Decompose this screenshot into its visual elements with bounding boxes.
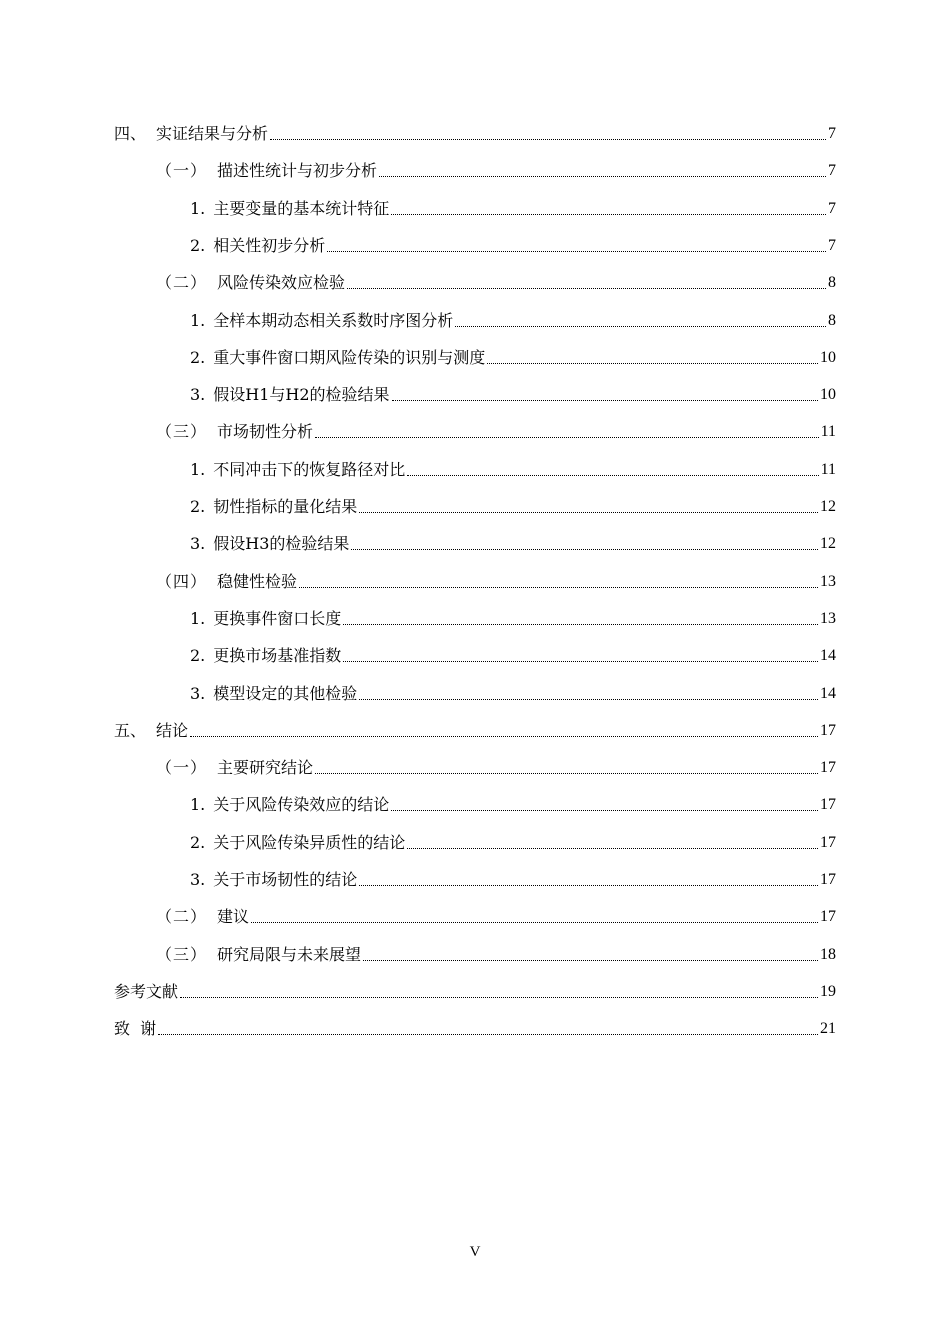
toc-entry-number: 3. bbox=[190, 534, 206, 554]
toc-entry-title: 参考文献 bbox=[114, 981, 179, 1001]
toc-entry-text bbox=[190, 646, 341, 666]
toc-entry-page: 17 bbox=[820, 721, 836, 739]
toc-entry-title: 更换市场基准指数 bbox=[213, 646, 342, 666]
toc-entry-page: 11 bbox=[820, 423, 836, 441]
toc-entry[interactable] bbox=[156, 935, 836, 965]
toc-entry-text bbox=[114, 982, 178, 1002]
toc-entry-text bbox=[190, 833, 405, 853]
dot-leader bbox=[455, 326, 826, 327]
toc-entry-page: 7 bbox=[828, 199, 836, 217]
toc-entry-number: （一） bbox=[156, 161, 208, 181]
toc-entry-text bbox=[190, 870, 357, 890]
toc-entry-text bbox=[156, 161, 377, 181]
toc-entry-number: 3. bbox=[190, 683, 206, 703]
toc-entry-text bbox=[156, 273, 345, 293]
toc-entry-page: 21 bbox=[820, 1020, 836, 1038]
toc-entry-title: 结论 bbox=[156, 720, 189, 740]
dot-leader bbox=[391, 214, 826, 215]
dot-leader bbox=[379, 176, 826, 177]
toc-entry[interactable] bbox=[190, 823, 836, 853]
toc-entry-page: 13 bbox=[820, 609, 836, 627]
dot-leader bbox=[251, 922, 818, 923]
toc-entry-text bbox=[190, 497, 357, 517]
toc-entry[interactable] bbox=[190, 338, 836, 368]
dot-leader bbox=[299, 587, 818, 588]
toc-entry-title: 重大事件窗口期风险传染的识别与测度 bbox=[213, 347, 486, 367]
toc-entry-page: 14 bbox=[820, 647, 836, 665]
toc-entry-title: 关于市场韧性的结论 bbox=[213, 870, 358, 889]
toc-entry-page: 17 bbox=[820, 833, 836, 851]
toc-entry-title: 致 谢 bbox=[114, 1019, 157, 1039]
toc-entry[interactable] bbox=[190, 599, 836, 629]
toc-entry[interactable] bbox=[156, 412, 836, 442]
toc-entry-number: 1. bbox=[190, 310, 206, 330]
toc-entry-number: （三） bbox=[156, 422, 208, 442]
toc-entry[interactable] bbox=[190, 524, 836, 554]
toc-entry-title: 关于风险传染异质性的结论 bbox=[213, 832, 406, 852]
toc-entry[interactable] bbox=[190, 450, 836, 480]
toc-entry-page: 12 bbox=[820, 498, 836, 515]
toc-entry-number: （四） bbox=[156, 571, 208, 591]
dot-leader bbox=[359, 885, 818, 886]
toc-entry-text bbox=[190, 385, 390, 405]
toc-entry-text bbox=[156, 422, 313, 442]
toc-entry-page: 17 bbox=[820, 759, 836, 777]
dot-leader bbox=[391, 810, 818, 811]
toc-entry[interactable] bbox=[156, 263, 836, 293]
dot-leader bbox=[180, 997, 818, 998]
toc-entry-page: 10 bbox=[820, 386, 836, 404]
toc-entry-number: （三） bbox=[156, 944, 208, 964]
toc-entry-title: 风险传染效应检验 bbox=[217, 273, 346, 293]
toc-entry-page: 18 bbox=[820, 945, 836, 963]
toc-entry-number: 3. bbox=[190, 385, 206, 405]
toc-entry-number: 3. bbox=[190, 870, 206, 889]
toc-entry-text bbox=[190, 534, 349, 554]
toc-entry-title: 描述性统计与初步分析 bbox=[217, 161, 378, 181]
toc-entry-number: 1. bbox=[190, 608, 206, 628]
dot-leader bbox=[407, 848, 818, 849]
toc-entry-title: 相关性初步分析 bbox=[213, 235, 326, 255]
toc-entry-page: 7 bbox=[828, 162, 836, 180]
toc-entry-text bbox=[156, 758, 313, 778]
toc-entry-number: （二） bbox=[156, 907, 208, 927]
dot-leader bbox=[359, 699, 818, 700]
toc-entry-page: 8 bbox=[828, 274, 836, 292]
toc-entry-page: 7 bbox=[828, 236, 836, 254]
dot-leader bbox=[343, 661, 818, 662]
toc-entry-number: （二） bbox=[156, 273, 208, 293]
toc-entry-title: 稳健性检验 bbox=[217, 571, 298, 591]
dot-leader bbox=[327, 251, 826, 252]
toc-entry-page: 17 bbox=[820, 871, 836, 888]
toc-entry-number: 四、 bbox=[114, 124, 147, 143]
dot-leader bbox=[343, 624, 818, 625]
toc-entry-title: 全样本期动态相关系数时序图分析 bbox=[213, 310, 454, 330]
toc-entry-number: （一） bbox=[156, 758, 208, 778]
toc-entry-number: 2. bbox=[190, 497, 206, 516]
toc-entry-text bbox=[190, 609, 341, 629]
toc-entry[interactable] bbox=[156, 897, 836, 927]
toc-entry-title: 假设H3的检验结果 bbox=[213, 534, 350, 554]
toc-entry-number: 五、 bbox=[114, 720, 147, 740]
toc-entry-number: 1. bbox=[190, 198, 206, 218]
toc-entry-page: 8 bbox=[828, 311, 836, 329]
toc-entry-text bbox=[190, 236, 325, 256]
toc-entry-text bbox=[190, 311, 453, 331]
toc-entry[interactable] bbox=[190, 674, 836, 704]
toc-entry-title: 假设H1与H2的检验结果 bbox=[213, 385, 390, 405]
toc-entry-page: 7 bbox=[828, 125, 836, 142]
toc-entry-title: 主要研究结论 bbox=[217, 758, 314, 778]
toc-entry[interactable] bbox=[156, 748, 836, 778]
toc-entry-title: 建议 bbox=[217, 907, 250, 927]
toc-entry-title: 更换事件窗口长度 bbox=[213, 608, 342, 628]
toc-entry[interactable] bbox=[114, 114, 836, 144]
toc-entry[interactable] bbox=[190, 860, 836, 890]
toc-entry-text bbox=[190, 460, 405, 480]
toc-entry-text bbox=[114, 1019, 156, 1039]
toc-entry-number: 2. bbox=[190, 646, 206, 666]
toc-entry[interactable] bbox=[114, 1009, 836, 1039]
dot-leader bbox=[351, 549, 818, 550]
toc-entry[interactable] bbox=[190, 375, 836, 405]
toc-entry-title: 韧性指标的量化结果 bbox=[213, 497, 358, 516]
toc-entry-text bbox=[114, 124, 268, 144]
dot-leader bbox=[270, 139, 826, 140]
toc-entry-text bbox=[190, 348, 485, 368]
toc-entry-page: 19 bbox=[820, 982, 836, 1000]
toc-entry-page: 10 bbox=[820, 348, 836, 366]
toc-entry-number: 2. bbox=[190, 347, 206, 367]
page-number: V bbox=[469, 1244, 481, 1260]
toc-entry-title: 模型设定的其他检验 bbox=[213, 683, 358, 703]
dot-leader bbox=[359, 512, 818, 513]
toc-entry[interactable] bbox=[114, 972, 836, 1002]
toc-entry-text bbox=[114, 721, 188, 741]
toc-entry-title: 关于风险传染效应的结论 bbox=[213, 795, 390, 815]
toc-entry[interactable] bbox=[190, 301, 836, 331]
toc-entry[interactable] bbox=[156, 562, 836, 592]
toc-entry[interactable] bbox=[190, 636, 836, 666]
toc-entry[interactable] bbox=[190, 487, 836, 517]
toc-entry-page: 13 bbox=[820, 572, 836, 590]
dot-leader bbox=[363, 960, 818, 961]
toc-entry-page: 17 bbox=[820, 796, 836, 814]
dot-leader bbox=[407, 475, 818, 476]
toc-entry[interactable] bbox=[114, 711, 836, 741]
dot-leader bbox=[487, 363, 818, 364]
toc-entry-text bbox=[190, 684, 357, 704]
toc-entry[interactable] bbox=[190, 226, 836, 256]
toc-entry-page: 12 bbox=[820, 535, 836, 553]
toc-entry-text bbox=[190, 199, 389, 219]
toc-entry-title: 主要变量的基本统计特征 bbox=[213, 198, 390, 218]
toc-entry[interactable] bbox=[190, 189, 836, 219]
toc-entry-number: 2. bbox=[190, 832, 206, 852]
dot-leader bbox=[315, 773, 818, 774]
toc-entry[interactable] bbox=[190, 785, 836, 815]
toc-entry-title: 不同冲击下的恢复路径对比 bbox=[213, 459, 406, 479]
dot-leader bbox=[190, 736, 818, 737]
dot-leader bbox=[315, 437, 819, 438]
dot-leader bbox=[392, 400, 818, 401]
toc-entry-title: 市场韧性分析 bbox=[217, 422, 314, 442]
toc-entry-title: 研究局限与未来展望 bbox=[217, 944, 362, 964]
toc-entry-text bbox=[156, 945, 361, 965]
toc-entry-number: 1. bbox=[190, 795, 206, 815]
toc-entry-page: 11 bbox=[820, 460, 836, 478]
toc-entry-title: 实证结果与分析 bbox=[156, 124, 269, 143]
toc-entry-number: 2. bbox=[190, 235, 206, 255]
dot-leader bbox=[158, 1034, 818, 1035]
toc-entry-text bbox=[156, 572, 297, 592]
toc-entry-text bbox=[190, 795, 389, 815]
toc-entry-number: 1. bbox=[190, 459, 206, 479]
toc-entry-page: 14 bbox=[820, 684, 836, 702]
toc-entry-text bbox=[156, 907, 249, 927]
toc-entry[interactable] bbox=[156, 151, 836, 181]
toc-entry-page: 17 bbox=[820, 908, 836, 926]
dot-leader bbox=[347, 288, 826, 289]
